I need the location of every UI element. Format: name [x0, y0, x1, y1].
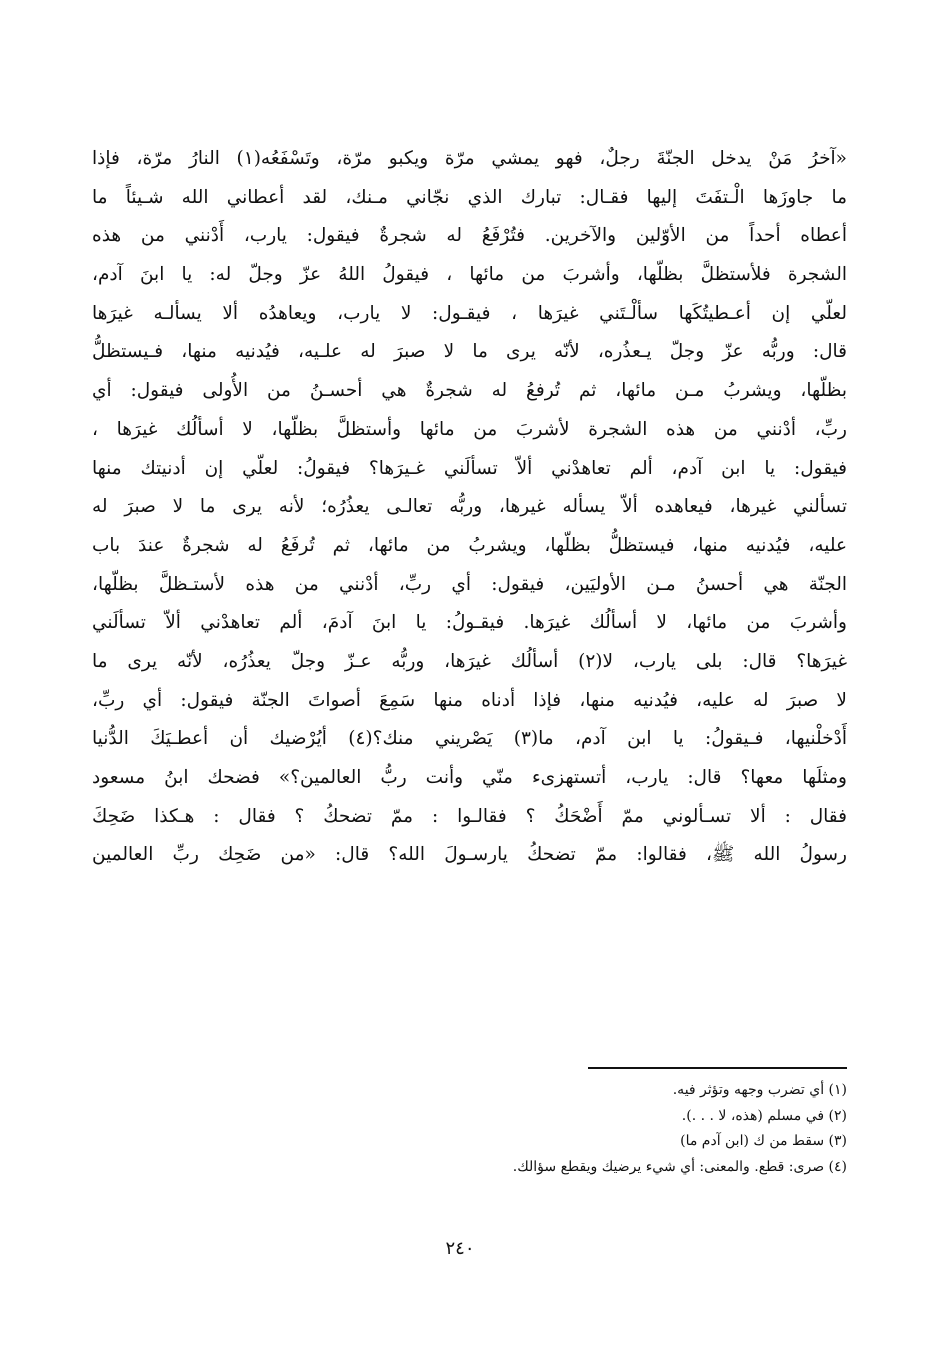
text-line: أعطاه أحداً من الأوّلين والآخرين. فتُرْفَعُ له شجرةٌ فيقول: يارب، أَدْنني من هذه	[92, 225, 847, 247]
text-line: فقال : ألا تسـألوني ممّ أَضْحَكُ ؟ فقالـوا : ممّ تضحكُ ؟ فقال : هـكذا ضَحِكَ	[92, 805, 847, 827]
page-number: ٢٤٠	[445, 1238, 475, 1259]
text-line: ما جاوزَها الْـتفَتَ إليها فقـال: تبارك الذي نجّاني مـنك، لقد أعطاني الله شـيئاً ما	[92, 186, 847, 208]
text-line: رسولُ الله ﷺ، فقالوا: ممّ تضحكُ يارسـولَ الله؟ قال: «من ضَحِك ربِّ العالمين	[92, 844, 847, 866]
text-line: بظلّها، ويشربُ مـن مائها، ثم تُرفعُ له شجرةٌ هي أحسـنُ من الأُولى فيقول: أي	[92, 380, 847, 402]
text-line: ربِّ، أدْنني من هذه الشجرة لأشربَ من مائها وأستظلَّ بظلّها، لا أسألُك غيرَها ،	[92, 418, 847, 440]
text-line: لا صبرَ له عليه، فيُدنيه منها، فإذا أدناه منها سَمِعَ أصواتَ الجنّة فيقول: أي ربِّ،	[92, 689, 847, 711]
text-line: فيقول: يا ابن آدم، ألم تعاهدْني ألاّ تسألَني غـيرَها؟ فيقولُ: لعلّي إن أدنيتك منها	[92, 457, 847, 479]
text-line: وأشربَ من مائها، لا أسألُك غيرَها. فيقـولُ: يا ابنَ آدمَ، ألم تعاهدْني ألاّ تسألَني	[92, 612, 847, 634]
text-line: عليه، فيُدنيه منها، فيستظلُّ بظلّها، ويشربُ من مائها، ثم تُرفَعُ له شجرةٌ عندَ باب	[92, 534, 847, 556]
footnote: (١) أي تضرب وجهه وتؤثر فيه.	[672, 1082, 847, 1098]
text-line: غيرَها؟ قال: بلى يارب، لا(٢) أسألُك غيرَها، وربُّه عـزّ وجلّ يعذُرُه، لأنّه يرى ما	[92, 650, 847, 672]
footnote: (٣) سقط من ك (ابن آدم ما)	[680, 1133, 847, 1149]
text-line: لعلّي إن أعـطيتُكَها سألْـتَني غيرَها ، فيقـول: لا يارب، ويعاهدُه ألا يسألـه غيرَها	[92, 302, 847, 324]
text-line: الجنّة هي أحسنُ مـن الأوليَين، فيقول: أي ربِّ، أدْنني من هذه لأستـظلَّ بظلّها،	[92, 573, 847, 595]
footnote-separator	[588, 1067, 847, 1069]
text-line: تسألني غيرها، فيعاهده ألاّ يسأله غيرها، وربُّه تعالـى يعذُرُه؛ لأنه يرى ما لا صبرَ له	[92, 496, 847, 518]
text-line: قال: وربُّه عزّ وجلّ يـعذُره، لأنّه يرى ما لا صبرَ له علـيه، فيُدنيه منها، فـيستظلُّ	[92, 341, 847, 363]
text-line: الشجرة فلأستظلَّ بظلّها، وأشربَ من مائها ، فيقولُ اللهُ عزّ وجلّ له: يا ابنَ آدم،	[92, 264, 847, 286]
footnotes	[300, 1078, 847, 1180]
text-line: «آخرُ مَنْ يدخل الجنّةَ رجلٌ، فهو يمشي مرّة ويكبو مرّة، وتَسْفَعُه(١) النارُ مرّة، فإذا	[92, 148, 847, 169]
footnote: (٤) صرى: قطع. والمعنى: أي شيء يرضيك ويقطع سؤالك.	[512, 1158, 847, 1175]
main-text	[92, 140, 847, 875]
footnote: (٢) في مسلم (هذه، لا . . .).	[681, 1107, 847, 1124]
text-line: ومثلَها معها؟ قال: يارب، أتستهزىء منّي وأنت ربُّ العالمين؟» فضحك ابنُ مسعود	[92, 767, 847, 788]
text-line: أَدْخلْنيها، فـيقولُ: يا ابن آدم، ما(٣) يَصْريني منك؟(٤) أيُرْضيك أن أعطـيَكَ الدُّنيا	[92, 728, 847, 750]
